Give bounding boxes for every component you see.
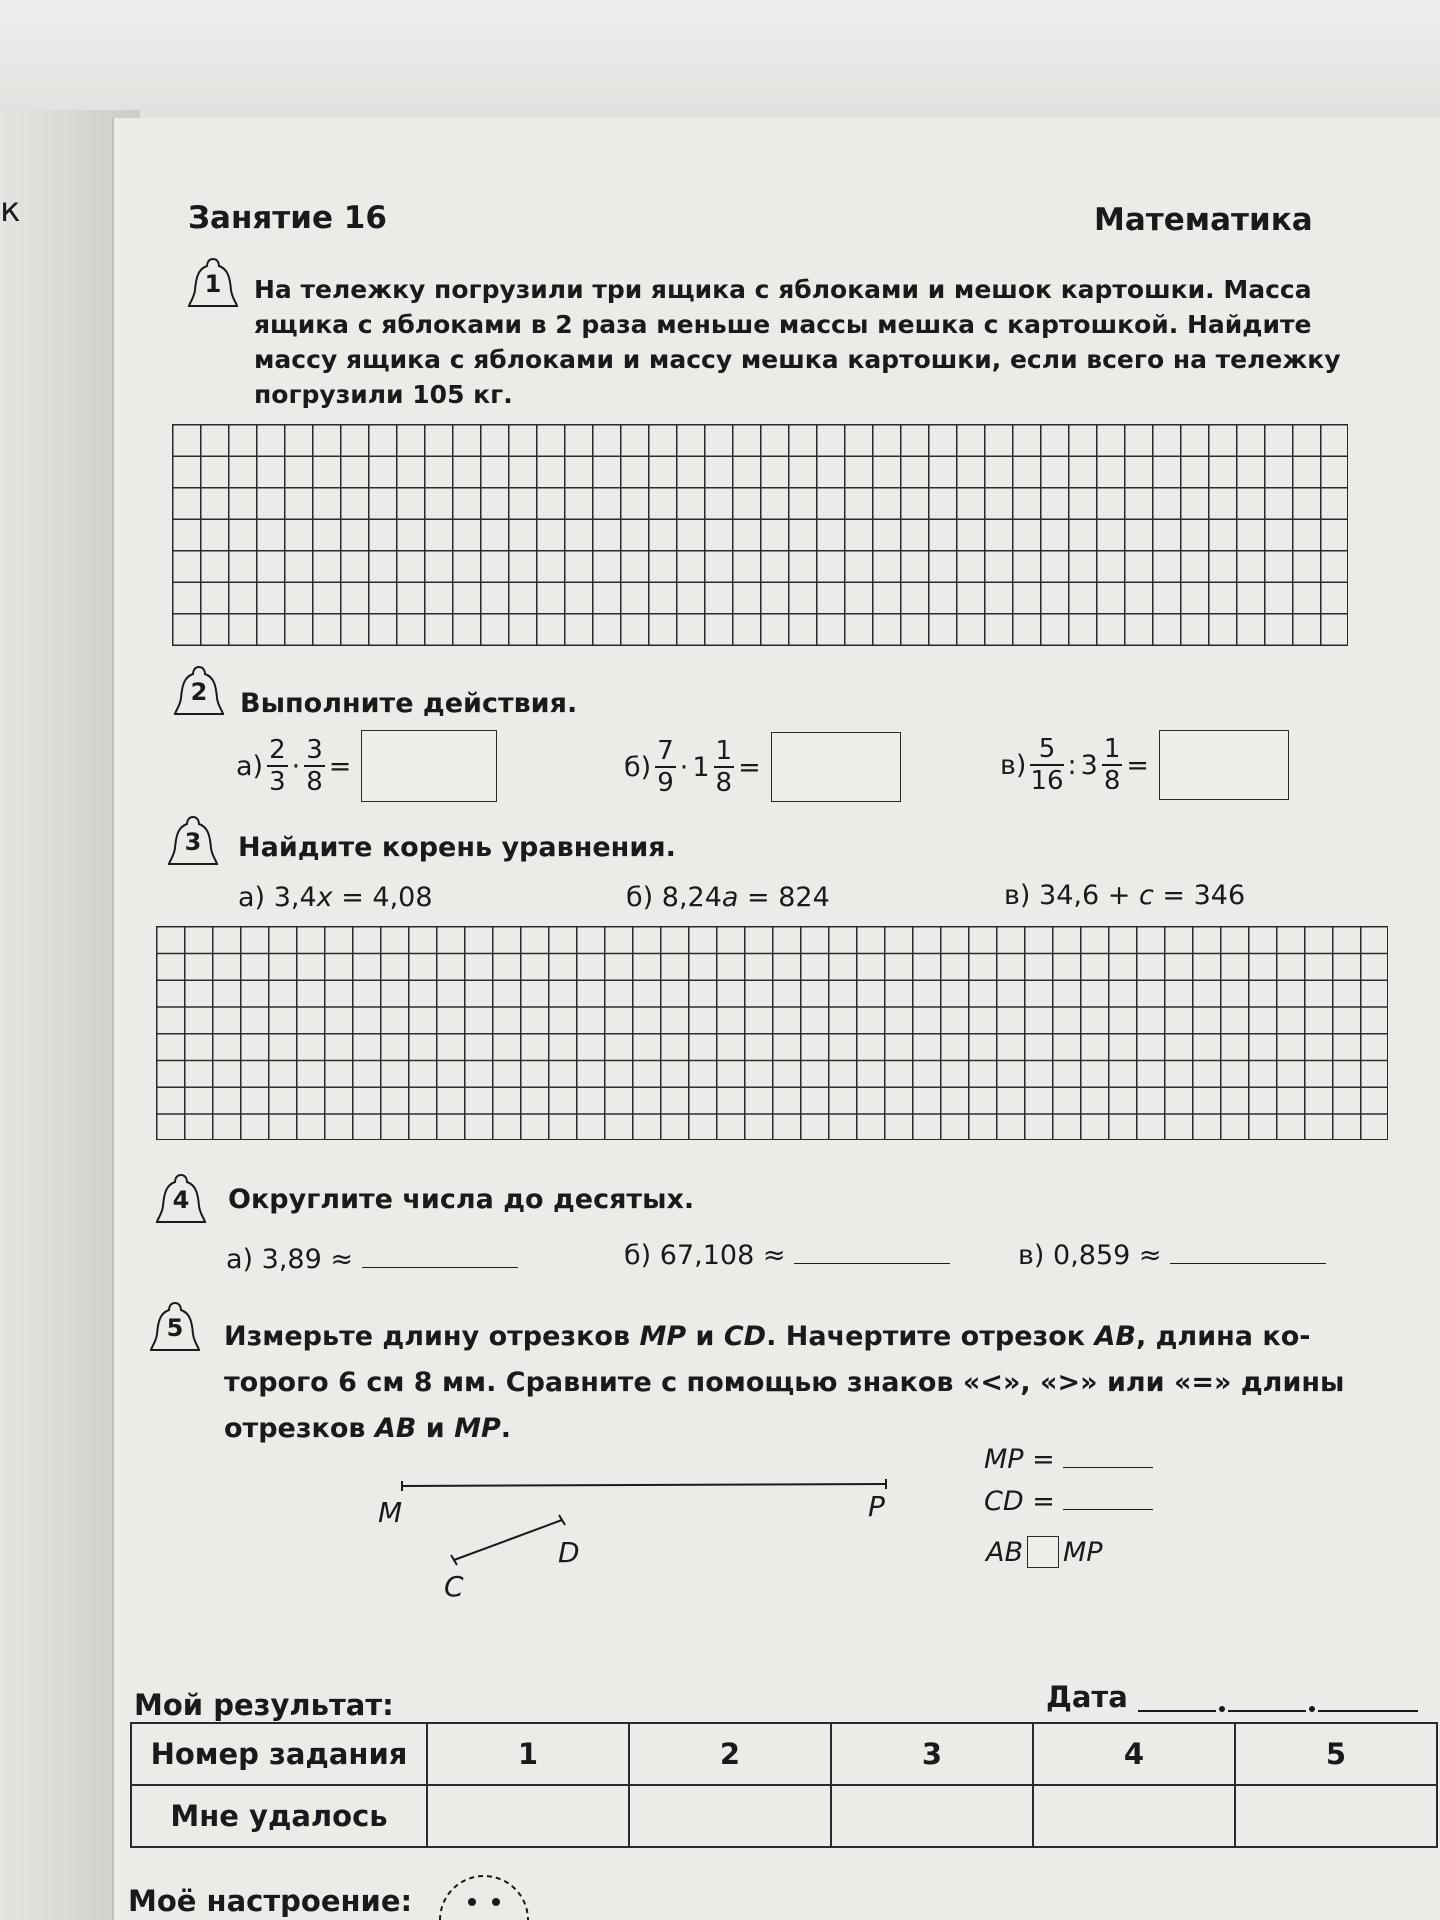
task4-item-c: в) 0,859 ≈ <box>1018 1240 1326 1271</box>
task2-title: Выполните действия. <box>240 688 578 719</box>
task-number: 2 <box>190 678 208 706</box>
task2-item-b <box>624 732 901 802</box>
point-c-label: C <box>444 1570 464 1603</box>
task5-text: Измерьте длину отрезков MP и CD. Начертите отрезок AB, длина ко- торого 6 см 8 мм. Сравните с помощью знаков «<», «>» или «=» длины отрезков AB и MP. <box>224 1321 1345 1444</box>
table-row <box>131 1723 1437 1785</box>
operator: · <box>291 750 301 782</box>
column-header: 2 <box>629 1723 831 1785</box>
task1-line: На тележку погрузили три ящика с яблоками и мешок картошки. Масса <box>254 275 1312 304</box>
task2-item-c <box>1000 730 1289 800</box>
fraction: $\frac{7}{9}$ <box>657 736 674 798</box>
task1-text <box>254 272 1364 412</box>
task2-item-a <box>236 730 497 802</box>
task-number-bell <box>154 1172 208 1226</box>
segment-mp <box>402 1484 886 1486</box>
column-header: 3 <box>831 1723 1033 1785</box>
fraction: $\frac{5}{16}$ <box>1030 734 1064 796</box>
operator: · <box>679 751 689 783</box>
task1-answer-grid[interactable] <box>172 424 1348 646</box>
answer-box[interactable] <box>1159 730 1289 800</box>
fraction: $\frac{2}{3}$ <box>269 735 286 797</box>
equals-sign: = <box>1126 749 1150 781</box>
subject-title: Математика <box>1094 202 1313 238</box>
answer-box[interactable] <box>361 730 497 802</box>
task3-item-a: а) 3,4x = 4,08 <box>238 882 433 913</box>
answer-blank[interactable] <box>1063 1445 1153 1468</box>
answer-blank[interactable] <box>362 1245 518 1268</box>
task-number-bell <box>166 814 220 868</box>
task1-line: ящика с яблоками в 2 раза меньше массы мешка с картошкой. Найдите <box>254 310 1312 339</box>
answer-blank[interactable] <box>1063 1487 1153 1510</box>
answer-box[interactable] <box>771 732 901 802</box>
task-number-bell <box>148 1300 202 1354</box>
mood-face-icon[interactable] <box>436 1860 532 1920</box>
column-header: 1 <box>427 1723 629 1785</box>
point-m-label: M <box>378 1496 403 1529</box>
whole-part: 1 <box>692 751 710 783</box>
fraction: $\frac{3}{8}$ <box>306 735 323 797</box>
table-cell[interactable] <box>427 1785 629 1847</box>
background-top <box>0 0 1440 120</box>
task4-item-a: а) 3,89 ≈ <box>226 1244 518 1275</box>
segment-cd <box>454 1520 562 1560</box>
equals-sign: = <box>738 751 761 783</box>
task4-title: Округлите числа до десятых. <box>228 1184 695 1215</box>
task-number: 1 <box>204 270 222 298</box>
task-number: 5 <box>166 1314 184 1342</box>
item-label: а) <box>236 750 264 782</box>
whole-part: 3 <box>1080 749 1098 781</box>
point-d-label: D <box>558 1536 580 1569</box>
task3-item-c: в) 34,6 + c = 346 <box>1004 880 1246 911</box>
task-number: 3 <box>184 828 202 856</box>
comparison-box[interactable] <box>1027 1536 1059 1568</box>
fraction: $\frac{1}{8}$ <box>715 736 733 798</box>
answer-blank[interactable] <box>794 1241 950 1264</box>
result-table <box>130 1722 1438 1848</box>
date-label: Дата <box>1046 1680 1128 1714</box>
table-cell[interactable] <box>629 1785 831 1847</box>
task3-item-b: б) 8,24a = 824 <box>626 882 830 913</box>
task1-line: погрузили 105 кг. <box>254 380 513 409</box>
cd-answer: CD = <box>984 1486 1153 1517</box>
lesson-title: Занятие 16 <box>188 200 387 236</box>
point-p-label: P <box>868 1490 885 1523</box>
table-cell[interactable] <box>1033 1785 1235 1847</box>
column-header: 4 <box>1033 1723 1235 1785</box>
mood-label: Моё настроение: <box>128 1884 413 1918</box>
table-row <box>131 1785 1437 1847</box>
result-title: Мой результат: <box>134 1688 394 1722</box>
answer-blank[interactable] <box>1170 1241 1326 1264</box>
task-number-bell <box>186 256 240 310</box>
item-label: б) <box>624 751 652 783</box>
task4-item-b: б) 67,108 ≈ <box>624 1240 950 1271</box>
task1-line: массу ящика с яблоками и массу мешка картошки, если всего на тележку <box>254 345 1341 374</box>
table-cell[interactable] <box>831 1785 1033 1847</box>
item-label: в) <box>1000 749 1027 781</box>
ab-mp-comparison: AB MP <box>986 1536 1103 1568</box>
mp-answer: MP = <box>984 1444 1153 1475</box>
date-fields[interactable] <box>1134 1686 1424 1716</box>
row-label: Мне удалось <box>131 1785 427 1847</box>
task-number-bell <box>172 664 226 718</box>
column-header: 5 <box>1235 1723 1437 1785</box>
fraction: $\frac{1}{8}$ <box>1103 734 1121 796</box>
operator: : <box>1067 749 1077 781</box>
task3-answer-grid[interactable] <box>156 926 1388 1140</box>
left-margin-char: к <box>0 190 21 230</box>
task3-title: Найдите корень уравнения. <box>238 832 676 863</box>
equals-sign: = <box>328 750 352 782</box>
row-label: Номер задания <box>131 1723 427 1785</box>
task-number: 4 <box>172 1186 190 1214</box>
table-cell[interactable] <box>1235 1785 1437 1847</box>
